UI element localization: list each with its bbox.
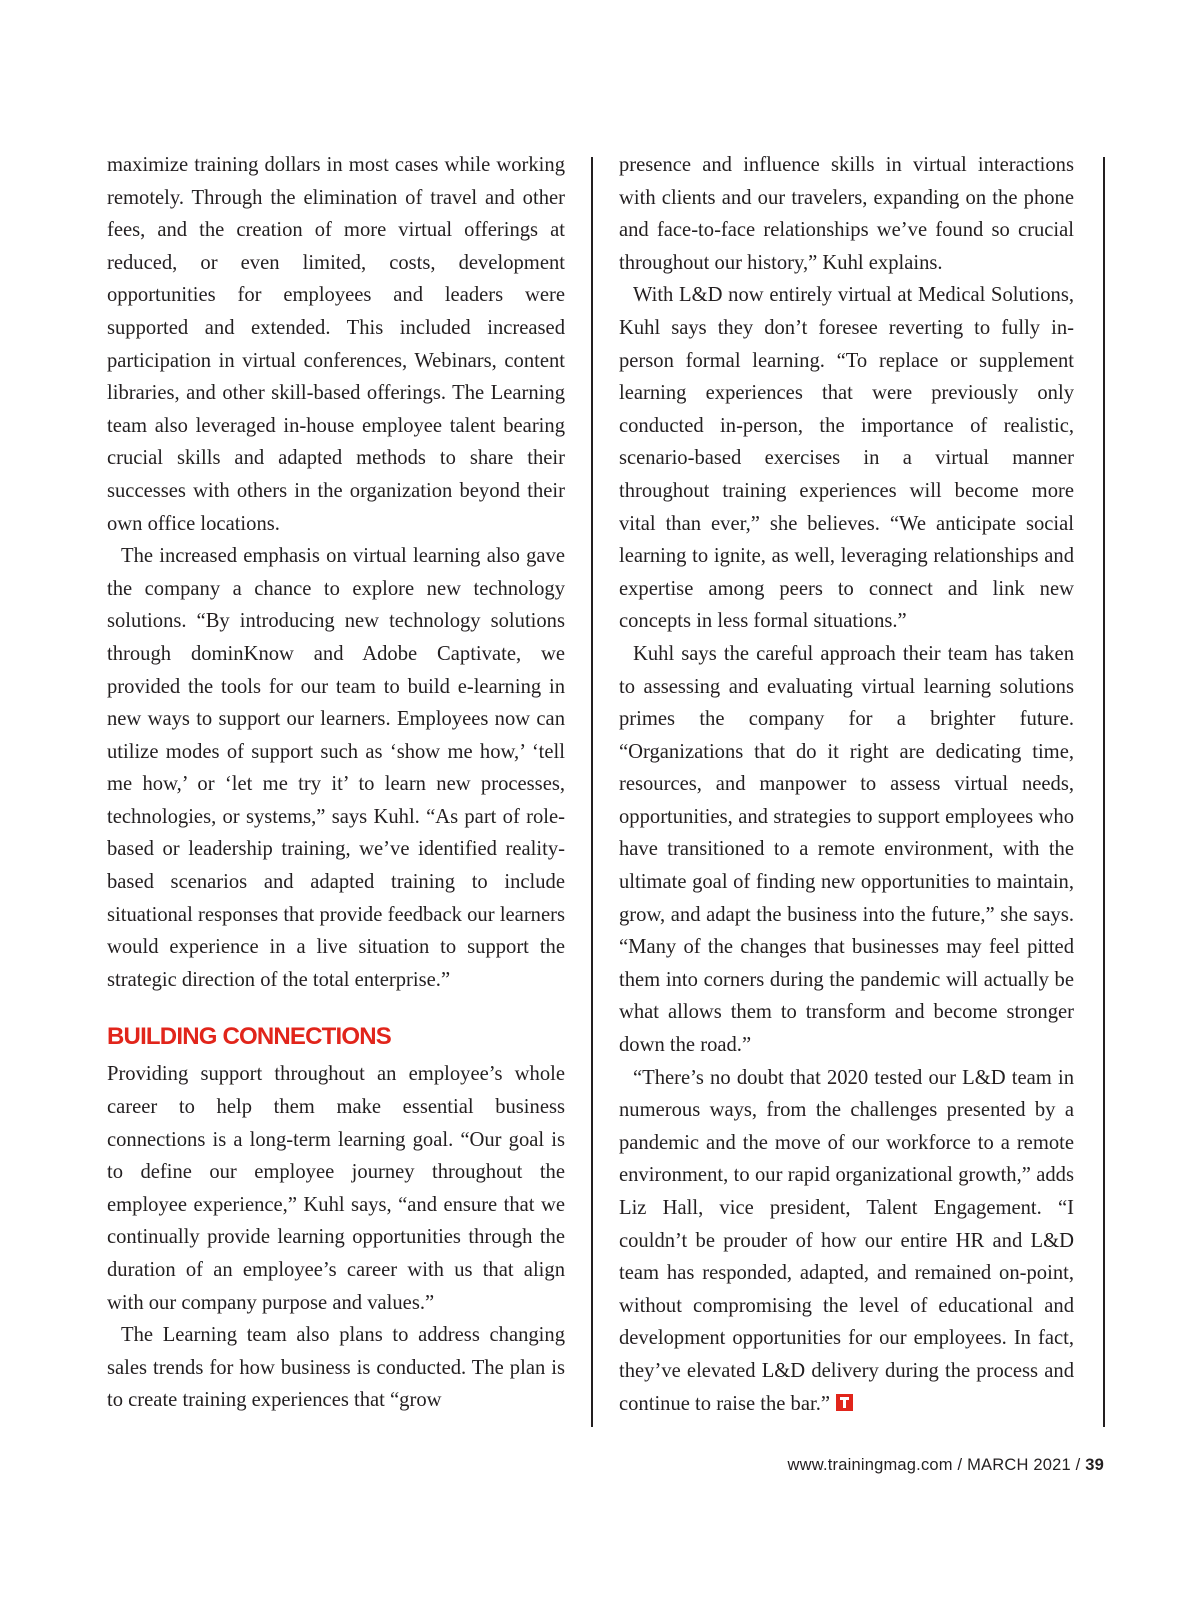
- right-paragraph-2: With L&D now entirely virtual at Medical Solutions, Kuhl says they don’t foresee reverting to fully in-person formal learning. “To replace or supplement learning experiences that were previously only conducted in-person, the importance of realistic, scenario-based exercises in a virtual manner throughout training experiences will become more vital than ever,” she believes. “We anticipate social learning to ignite, as well, leveraging relationships and expertise among peers to connect and link new concepts in less formal situations.”: [619, 284, 1074, 633]
- section-heading: BUILDING CONNECTIONS: [107, 1023, 392, 1051]
- column-divider: [591, 157, 593, 1427]
- right-paragraph-3: Kuhl says the careful approach their team has taken to assessing and evaluating virtual learning solutions primes the company for a brighter future. “Organizations that do it right are dedicating time, resources, and manpower to assess virtual needs, opportunities, and strategies to support employees who have transitioned to a remote environment, with the ultimate goal of finding new opportunities to maintain, grow, and adapt the business into the future,” she says. “Many of the changes that businesses may feel pitted them into corners during the pandemic will actually be what allows them to transform and become stronger down the road.”: [619, 642, 1074, 1057]
- training-logo-icon: [836, 1394, 853, 1411]
- left-paragraph-4: The Learning team also plans to address changing sales trends for how business is conducted. The plan is to create training experiences that “grow: [107, 1324, 565, 1412]
- left-column: [107, 149, 565, 1417]
- right-column: [619, 149, 1074, 1420]
- page-footer: [788, 1456, 1104, 1475]
- footer-text: www.trainingmag.com / MARCH 2021 /: [787, 1456, 1086, 1474]
- page-number: 39: [1085, 1456, 1104, 1474]
- left-paragraph-2: The increased emphasis on virtual learning also gave the company a chance to explore new technology solutions. “By introducing new technology solutions through dominKnow and Adobe Captivate, we provided the tools for our team to build e-learning in new ways to support our learners. Employees now can utilize modes of support such as ‘show me how,’ ‘tell me how,’ or ‘let me try it’ to learn new processes, technologies, or systems,” says Kuhl. “As part of role-based or leadership training, we’ve identified reality-based scenarios and adapted training to include situational responses that provide feedback our learners would experience in a live situation to support the strategic direction of the total enterprise.”: [107, 545, 565, 991]
- left-paragraph-1: maximize training dollars in most cases while working remotely. Through the elimination of travel and other fees, and the creation of more virtual offerings at reduced, or even limited, costs, development opportunities for employees and leaders were supported and extended. This included increased participation in virtual conferences, Webinars, content libraries, and other skill-based offerings. The Learning team also leveraged in-house employee talent bearing crucial skills and adapted methods to share their successes with others in the organization beyond their own office locations.: [107, 154, 565, 535]
- right-edge-rule: [1103, 157, 1105, 1427]
- right-paragraph-4-wrapper: [619, 1062, 1074, 1421]
- right-paragraph-1: presence and influence skills in virtual interactions with clients and our travelers, expanding on the phone and face-to-face relationships we’ve found so crucial throughout our history,” Kuhl explains.: [619, 154, 1074, 274]
- right-paragraph-4: “There’s no doubt that 2020 tested our L&D team in numerous ways, from the challenges presented by a pandemic and the move of our workforce to a remote environment, to our rapid organizational growth,” adds Liz Hall, vice president, Talent Engagement. “I couldn’t be prouder of how our entire HR and L&D team has responded, adapted, and remained on-point, without compromising the level of educational and development opportunities for our employees. In fact, they’ve elevated L&D delivery during the process and continue to raise the bar.”: [619, 1066, 1074, 1415]
- left-paragraph-3: Providing support throughout an employee’s whole career to help them make essential business connections is a long-term learning goal. “Our goal is to define our employee journey throughout the employee experience,” Kuhl says, “and ensure that we continually provide learning opportunities through the duration of an employee’s career with us that align with our company purpose and values.”: [107, 1063, 565, 1314]
